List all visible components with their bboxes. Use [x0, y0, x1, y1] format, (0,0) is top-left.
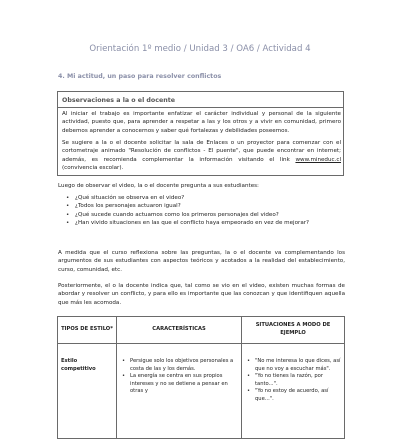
table-header-characteristics: CARACTERÍSTICAS: [117, 317, 242, 344]
mineduc-link[interactable]: www.mineduc.cl: [295, 156, 342, 163]
list-item: • Persigue solo los objetivos personales a costa de las y los demás.: [120, 358, 238, 373]
question-item: • ¿Qué sucede cuando actuamos como los primeros personajes del video?: [66, 211, 344, 219]
table-header-style: TIPOS DE ESTILO*: [58, 317, 117, 344]
page-header: Orientación 1º medio / Unidad 3 / OA6 / Actividad 4: [89, 44, 311, 54]
conflict-styles-table: [57, 316, 345, 439]
table-cell-characteristics: [117, 344, 242, 439]
examples-list: [245, 344, 341, 404]
observations-paragraph-2: [62, 139, 341, 172]
list-item: • "Yo no tienes la razón, por tanto...".: [245, 373, 341, 388]
question-list: [66, 194, 344, 227]
table-header-examples: SITUACIONES A MODO DE EJEMPLO: [242, 317, 345, 344]
question-item: • ¿Qué situación se observa en el video?: [66, 194, 344, 202]
question-item: • ¿Todos los personajes actuaron igual?: [66, 202, 344, 210]
observations-paragraph-2-text: Se sugiere a la o el docente solicitar la sala de Enlaces o un proyector para comenzar con el cortometraje animado "Resolución de conflictos - El puente", que puede encontrar en internet; además, es recomienda complementar la información visitando el link: [62, 140, 341, 163]
table-cell-examples: [242, 344, 345, 439]
observations-paragraph-2-end: (convivencia escolar).: [62, 164, 124, 171]
section-title: 4. Mi actitud, un paso para resolver conflictos: [58, 73, 222, 80]
intro-paragraph: Luego de observar el video, la o el docente pregunta a sus estudiantes:: [58, 183, 259, 189]
list-item: • "No me interesa lo que dices, así que no voy a escuchar más".: [245, 358, 341, 373]
conflict-styles-paragraph: Posteriormente, el o la docente indica que, tal como se vio en el video, existen muchas formas de abordar y resolver un conflicto, y para ello es importante que las conozcan y que identifiquen aquella que más les acomoda.: [58, 283, 345, 306]
observations-divider: [58, 107, 343, 108]
characteristics-list: [120, 344, 238, 396]
list-item: • La energía se centra en sus propios intereses y no se detiene a pensar en otras y: [120, 373, 238, 396]
table-row: [58, 344, 345, 439]
observations-title: Observaciones a la o el docente: [62, 97, 176, 104]
question-item: • ¿Han vivido situaciones en las que el conflicto haya empeorado en vez de mejorar?: [66, 219, 344, 227]
table-header-row: [58, 317, 345, 344]
reflection-paragraph: A medida que el curso reflexiona sobre las preguntas, la o el docente va complementando los argumentos de sus estudiantes con aspectos teóricos y acotados a la realidad del establecimiento, curso, comunidad, etc.: [58, 250, 345, 273]
table-cell-style: Estilo competitivo: [58, 344, 117, 439]
observations-box: [57, 91, 344, 176]
observations-paragraph-1: Al iniciar el trabajo es importante enfatizar el carácter individual y personal de la siguiente actividad, puesto que, para aprender a respetar a las y los otros y a vivir en comunidad, primero debemos aprender a conocernos y saber qué fortalezas y debilidades poseemos.: [62, 111, 341, 134]
list-item: • "Yo no estoy de acuerdo, así que...".: [245, 388, 341, 403]
